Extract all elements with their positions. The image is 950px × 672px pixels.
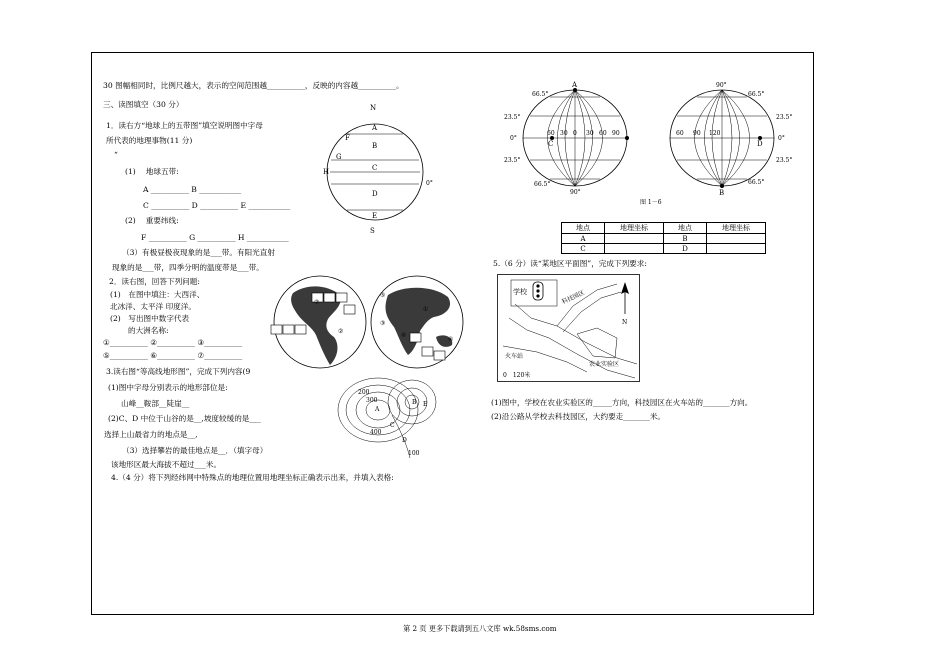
q2-row2: ⑤__________ ⑥__________ ⑦__________	[103, 351, 243, 360]
q1-sub3: （3）有极昼极夜现象的是___带。有阳光直射	[122, 248, 275, 257]
right-grid-lat-66s: 66.5°	[748, 179, 765, 186]
table-cell: B	[664, 234, 707, 244]
table-header: 地点	[664, 223, 707, 234]
grid-caption: 图 1－6	[640, 199, 662, 206]
zone-letter-f: F	[345, 134, 350, 142]
q3-item3b: 该地形区最大海拔不超过___米。	[111, 460, 222, 469]
q1-title: 1．读右方“地球上的五带图”填空说明图中字母	[106, 121, 263, 130]
right-grid-lat-0: 0°	[778, 135, 785, 142]
left-grid-lon-60b: 60	[599, 130, 607, 137]
map-label-tech-park: 科技园区	[560, 289, 586, 306]
q4-title: 4.（4 分）将下列经纬网中特殊点的地理位置用地理坐标正确表示出来，并填入表格:	[111, 473, 394, 482]
q3-item1b: 山峰__鞍部__陡崖__	[121, 399, 190, 408]
five-zones-diagram	[318, 100, 438, 240]
line-scale-question: 30 图幅相同时，比例尺越大，表示的空间范围越__________，反映的内容越__________。	[103, 81, 404, 90]
map-label-farm-area: 农业实验区	[589, 361, 620, 368]
right-grid-lat-23n: 23.5°	[776, 114, 793, 121]
left-grid-lat-66n: 66.5°	[532, 91, 549, 98]
zone-letter-h: H	[323, 168, 330, 176]
north-label: N	[370, 104, 377, 112]
world-map	[268, 275, 468, 373]
left-grid-lon-0: 0	[573, 130, 577, 137]
left-grid-lat-0: 0°	[510, 135, 517, 142]
right-grid-lon-90: 90	[693, 130, 701, 137]
q3-item3: （3）选择攀岩的最佳地点是__．（填字母）	[122, 446, 268, 455]
q2-item1: (1) 在图中填注：大西洋、	[110, 290, 205, 299]
right-grid-lon-60: 60	[676, 130, 684, 137]
q3-item2b: 选择上山最省力的地点是__,	[104, 430, 198, 439]
map-number-7: ⑦	[314, 299, 320, 306]
q1-sub1: (1) 地球五带:	[125, 167, 179, 176]
right-grid-point-b: B	[719, 189, 725, 197]
contour-map	[330, 370, 445, 465]
q1-quote: “	[114, 150, 118, 159]
left-grid-point-c: C	[548, 140, 554, 148]
coordinate-table	[561, 222, 766, 254]
zone-letter-a: A	[372, 124, 378, 132]
contour-label-d: D	[402, 437, 407, 444]
map-number-2: ②	[338, 328, 344, 335]
right-grid-lat-66n: 66.5°	[748, 91, 765, 98]
q3-item2: (2)C、D 中位于山谷的是__,坡度较缓的是___	[108, 414, 261, 423]
zone-degree-label: 0°	[426, 180, 433, 187]
table-row	[562, 244, 766, 254]
left-grid-point-a: A	[572, 81, 578, 89]
left-grid-lon-30a: 30	[560, 130, 568, 137]
left-grid-lon-90: 90	[612, 130, 620, 137]
right-grid-lat-23s: 23.5°	[776, 157, 793, 164]
table-header: 地理坐标	[605, 223, 664, 234]
left-grid-lat-66s: 66.5°	[534, 181, 551, 188]
contour-label-e: E	[423, 401, 428, 408]
map-number-3: ③	[380, 320, 386, 327]
page-footer: 第 2 页 更多下载请到五八文库 wk.58sms.com	[403, 624, 557, 633]
table-cell: C	[562, 244, 605, 254]
q1-title-cont: 所代表的地理事物(11 分)	[106, 136, 193, 145]
q2-title: 2．读右图，回答下列问题:	[109, 277, 200, 286]
q1-sub3b: 现象的是___带，四季分明的温度带是___带。	[112, 263, 264, 272]
q1-sub2: (2) 重要纬线:	[125, 216, 179, 225]
zone-letter-g: G	[336, 153, 342, 161]
table-cell	[707, 244, 766, 254]
south-label: S	[370, 227, 375, 235]
q3-item1: (1)图中字母分别表示的地形部位是:	[108, 383, 228, 392]
latlong-grids	[500, 80, 793, 210]
q2-item2: (2) 写出图中数字代表	[110, 314, 190, 323]
q2-item1b: 北冰洋、太平洋 印度洋。	[110, 302, 196, 311]
q5-item1: (1)图中，学校在农业实验区的_____方向，科技园区在火车站的_______方向。	[491, 398, 753, 407]
map-label-station: 火车站	[505, 353, 524, 360]
q1-line-ab: A __________ B ___________	[143, 185, 242, 194]
contour-value-400: 400	[370, 429, 382, 436]
map-number-1: ①	[423, 306, 429, 313]
map-number-6: ⑥	[401, 332, 407, 339]
q3-title: 3.读右图“等高线地形图”，完成下列内容(9	[106, 367, 251, 376]
contour-label-a: A	[375, 406, 380, 413]
left-grid-lat-23s: 23.5°	[504, 157, 521, 164]
contour-label-b: B	[412, 399, 417, 406]
q5-title: 5.（6 分）读“某地区平面图”，完成下列要求:	[493, 259, 647, 268]
zone-letter-e: E	[372, 212, 378, 220]
left-grid-lon-30b: 30	[586, 130, 594, 137]
table-header: 地点	[562, 223, 605, 234]
right-grid-lon-120: 120	[709, 130, 721, 137]
map-number-5: ⑤	[380, 292, 386, 299]
left-grid-lon-60a: 60	[547, 130, 555, 137]
q1-line-cde: C __________ D __________ E ___________	[143, 201, 291, 210]
table-header: 地理坐标	[707, 223, 766, 234]
left-grid-bottom: 90°	[570, 189, 581, 196]
zone-letter-d: D	[372, 190, 378, 198]
table-row	[562, 234, 766, 244]
zone-letter-c: C	[372, 164, 378, 172]
contour-value-100: 100	[408, 450, 420, 457]
contour-label-c: C	[390, 422, 395, 429]
left-grid-lat-23n: 23.5°	[504, 114, 521, 121]
table-cell	[605, 244, 664, 254]
right-grid-top: 90°	[716, 82, 727, 89]
q5-item2: (2)沿公路从学校去科技园区，大约要走_______米。	[491, 412, 666, 421]
q1-line-fgh: F __________ G __________ H ___________	[141, 233, 289, 242]
zone-letter-b: B	[372, 142, 378, 150]
map-scale: 0 120米	[503, 372, 531, 379]
table-cell: D	[664, 244, 707, 254]
section-3-heading: 三、读图填空（30 分）	[103, 100, 184, 109]
q2-row1: ①__________ ②__________ ③__________	[103, 338, 243, 347]
right-grid-point-d: D	[757, 140, 763, 148]
map-label-school: 学校	[513, 288, 527, 296]
contour-value-200: 200	[358, 389, 370, 396]
table-cell	[707, 234, 766, 244]
q2-item2b: 的大洲名称:	[128, 326, 169, 335]
area-plan-map	[497, 274, 640, 382]
contour-value-300: 300	[366, 397, 378, 404]
map-label-north: N	[622, 319, 628, 326]
table-cell: A	[562, 234, 605, 244]
table-cell	[605, 234, 664, 244]
map-number-4: ④	[448, 336, 454, 343]
